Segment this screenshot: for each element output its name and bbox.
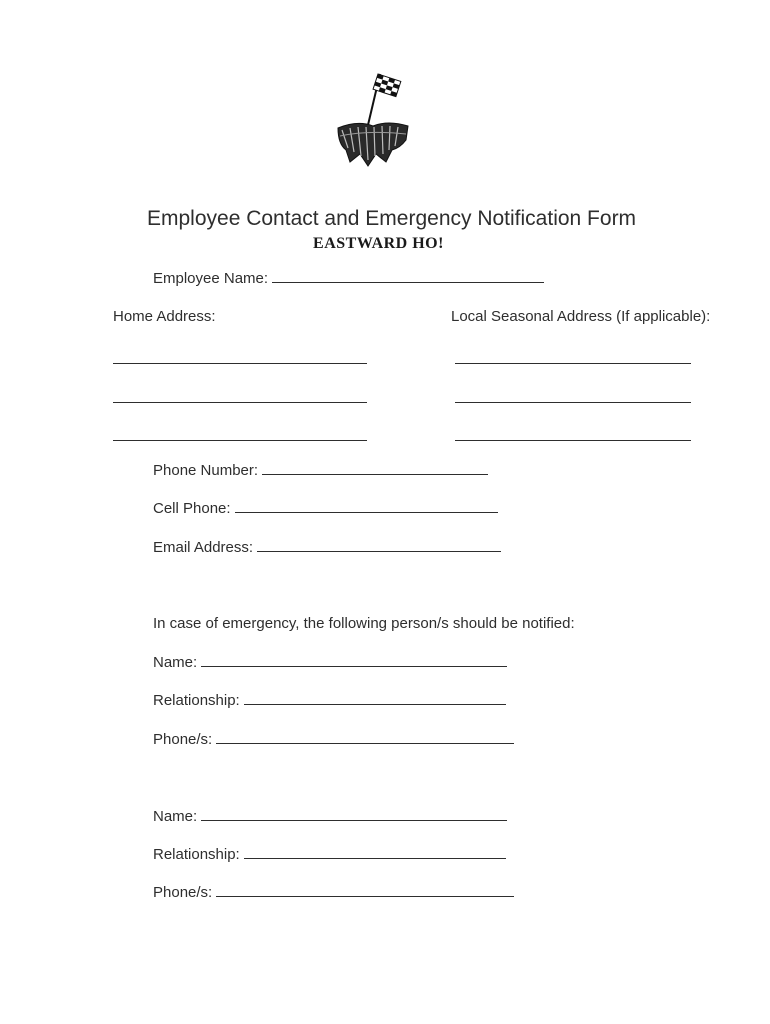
contact-phones-label: Phone/s: xyxy=(153,884,213,901)
cell-phone-field[interactable] xyxy=(235,499,498,513)
emergency-contact-1-relationship-row xyxy=(153,691,506,709)
emergency-contact-1-name-row xyxy=(153,653,507,671)
emergency-intro: In case of emergency, the following person/s should be notified: xyxy=(153,615,575,632)
email-address-row xyxy=(153,538,501,556)
contact-2-relationship-field[interactable] xyxy=(244,845,506,859)
emergency-contact-2-phones-row xyxy=(153,883,514,901)
contact-phones-label: Phone/s: xyxy=(153,731,213,748)
emergency-contact-1-phones-row xyxy=(153,730,514,748)
local-address-line-2[interactable] xyxy=(455,401,691,403)
emergency-contact-2-name-row xyxy=(153,807,507,825)
home-address-line-3[interactable] xyxy=(113,439,367,441)
phone-number-row xyxy=(153,461,488,479)
home-address-line-2[interactable] xyxy=(113,401,367,403)
contact-2-name-field[interactable] xyxy=(201,807,507,821)
email-address-field[interactable] xyxy=(257,538,501,552)
phone-number-label: Phone Number: xyxy=(153,462,259,479)
email-address-label: Email Address: xyxy=(153,539,254,556)
contact-name-label: Name: xyxy=(153,654,198,671)
contact-1-name-field[interactable] xyxy=(201,653,507,667)
local-address-line-3[interactable] xyxy=(455,439,691,441)
employee-name-field[interactable] xyxy=(272,269,544,283)
logo-wordmark: EASTWARD HO! xyxy=(313,235,444,252)
page-title: Employee Contact and Emergency Notification Form xyxy=(147,207,637,230)
contact-1-relationship-field[interactable] xyxy=(244,691,506,705)
phone-number-field[interactable] xyxy=(262,461,488,475)
contact-2-phones-field[interactable] xyxy=(216,883,514,897)
employee-name-label: Employee Name: xyxy=(153,270,269,287)
contact-relationship-label: Relationship: xyxy=(153,846,240,863)
local-address-label: Local Seasonal Address (If applicable): xyxy=(451,308,711,325)
local-address-line-1[interactable] xyxy=(455,362,691,364)
eastward-ho-logo xyxy=(313,70,448,252)
home-address-line-1[interactable] xyxy=(113,362,367,364)
checkered-flag-grass-icon xyxy=(328,70,418,180)
employee-name-row xyxy=(153,269,544,287)
contact-relationship-label: Relationship: xyxy=(153,692,240,709)
contact-1-phones-field[interactable] xyxy=(216,730,514,744)
emergency-contact-2-relationship-row xyxy=(153,845,506,863)
contact-name-label: Name: xyxy=(153,808,198,825)
cell-phone-row xyxy=(153,499,498,517)
home-address-label: Home Address: xyxy=(113,308,216,325)
cell-phone-label: Cell Phone: xyxy=(153,500,231,517)
